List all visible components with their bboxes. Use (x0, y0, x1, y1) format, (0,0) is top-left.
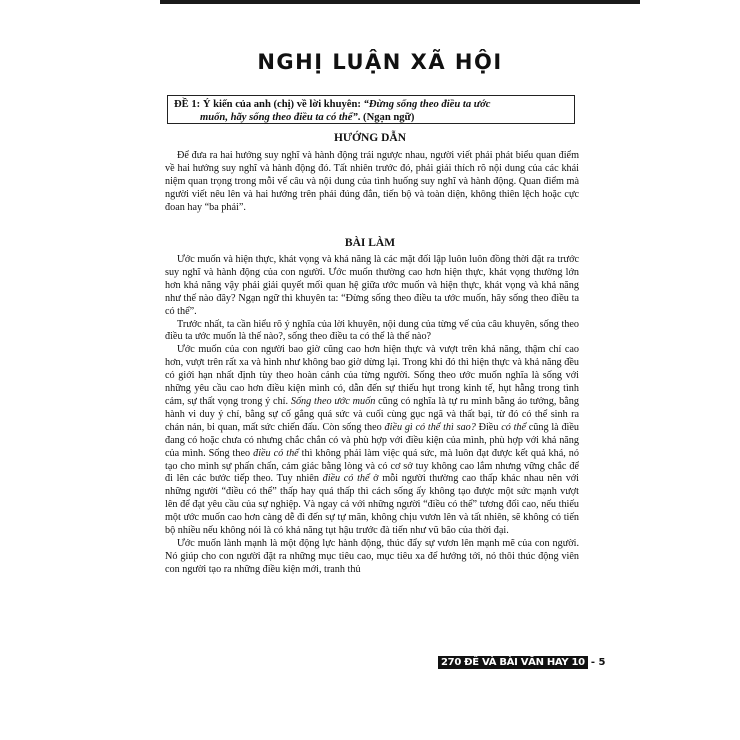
p3-part-k: ở mỗi người thường cao thấp khác nhau nên với những người “điều có thể” thấp hay quá thấp thì cách sống ấy không tạo được một sức mạnh vượt lên để đạt yêu cầu của sự nghiệp. Và ngay cả với những người “điều có thể” tương đối cao, nếu thiếu một ước muốn cao hơn càng dễ đi đến sự tự mãn, không chịu vươn lên và tất nhiên, sẽ không có tiến bộ nhiều nếu không nói là có khả năng tụt hậu trước đà tiến như vũ bão của thời đại. (165, 473, 579, 537)
essay-body (165, 254, 579, 577)
prompt-line2 (174, 111, 570, 124)
p3-italic-4: điều có thể (253, 447, 299, 459)
prompt-box (167, 95, 575, 124)
p3-part-e: Điều (475, 421, 502, 433)
top-rule (160, 0, 640, 4)
p3-italic-3: có thể (501, 421, 527, 433)
p3-italic-5: điều có thể (322, 473, 370, 485)
guide-heading: HƯỚNG DẪN (333, 132, 407, 144)
page-footer (438, 655, 605, 670)
p3-part-a: Ước muốn của con người bao giờ cũng cao hơn hiện thực và vượt trên khả năng, thậm chí cao hơn, vượt trên rất xa và hình như không bao giờ dừng lại. Trong khi đó thì hiện thực và khả năng đều có giới hạn nhất định tùy theo hoàn cảnh của từng người. Sống theo ước muốn nghĩa là sống với những yêu cầu cao hơn điều kiện mình có, dẫn đến sự thiếu hụt trong kinh tế, hụt hẫng trong tình cảm, sự thất vọng trong ý chí. (165, 344, 579, 407)
prompt-label: ĐỀ 1 (174, 99, 197, 110)
footer-page-number: - 5 (591, 657, 606, 668)
p3-italic-1: Sống theo ước muốn (290, 395, 376, 407)
essay-heading: BÀI LÀM (344, 237, 396, 249)
page-title: NGHỊ LUẬN XÃ HỘI (257, 50, 503, 74)
footer-book-title: 270 ĐỀ VÀ BÀI VĂN HAY 10 (438, 656, 588, 669)
p3-part-g: cũng là điều đang có hoặc chưa có nhưng chắc chắn có và phù hợp với điều kiện của mình, phù hợp với khả năng của mình. Sống theo (165, 421, 579, 459)
prompt-text: : Ý kiến của anh (chị) về lời khuyên: (196, 99, 364, 110)
essay-paragraph-1: Ước muốn và hiện thực, khát vọng và khả năng là các mặt đối lập luôn luôn đồng thời đặt ra trước suy nghĩ và hành động của con người. Ước muốn thường cao hơn hiện thực, khát vọng thường lớn hơn khả năng vậy phải giải quyết mối quan hệ giữa ước muốn và hiện thực, khát vọng và khả năng như thế nào đây? Ngạn ngữ thì khuyên ta: “Đừng sống theo điều ta ước muốn, hãy sống theo điều ta có thể”. (165, 254, 579, 317)
guide-body (165, 150, 579, 215)
essay-paragraph-2: Trước nhất, ta cần hiểu rõ ý nghĩa của lời khuyên, nội dung của từng vế của câu khuyên, sống theo điều ta ước muốn là thế nào?, sống theo điều ta có thể là thế nào? (165, 318, 579, 343)
p3-italic-2: điều gì có thể thì sao? (384, 421, 476, 433)
essay-paragraph-4: Ước muốn lành mạnh là một động lực hành động, thúc đẩy sự vươn lên mạnh mẽ của con người. Nó giúp cho con người đặt ra những mục tiêu cao, mục tiêu xa để hướng tới, nó thôi thúc động viên con người tạo ra những điều kiện mới, tranh thủ (165, 537, 579, 575)
essay-paragraph-3 (165, 344, 579, 538)
guide-paragraph: Để đưa ra hai hướng suy nghĩ và hành động trái ngược nhau, người viết phải phát biểu quan điểm về hai hướng suy nghĩ và hành động đó. Tất nhiên trước đó, phải giải thích rõ nội dung của các khái niệm quan trọng trong mỗi vế câu và nội dung của tình huống suy nghĩ và hành động. Quan điểm mà người viết nêu lên và hai hướng trên phải đúng đắn, tiến bộ và toàn diện, không thiên lệch hoặc cực đoan hay “ba phải”. (165, 150, 579, 213)
prompt-quote-line1: “Đừng sống theo điều ta ước (363, 99, 491, 110)
p3-part-i: thì không phải làm việc quá sức, mà luôn đạt được kết quả khá, nó tạo cho mình sự phấn chấn, cảm giác bằng lòng và có cơ sở tuy không cao lắm nhưng vững chắc để đi lên các bước tiếp theo. Tuy nhiên (165, 447, 579, 485)
prompt-source: . (Ngạn ngữ) (357, 112, 415, 123)
prompt-quote-line2: muốn, hãy sống theo điều ta có thể” (200, 112, 358, 123)
p3-part-c: cũng có nghĩa là tự ru mình bằng ảo tưởng, bằng hành vi duy ý chí, bằng sự cố gắng quá sức và cuối cùng gục ngã và thất bại, từ đó có thể sinh ra chán nản, bi quan, mất sức chiến đấu. Còn sống theo (165, 395, 579, 433)
